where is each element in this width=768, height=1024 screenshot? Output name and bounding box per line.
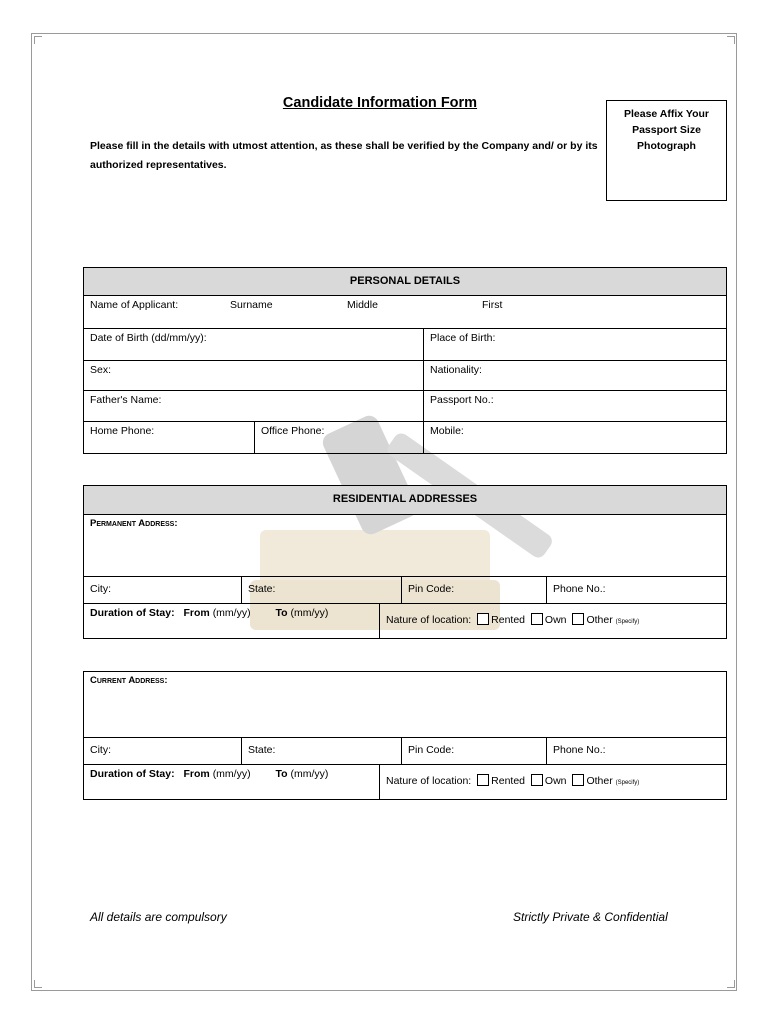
other-checkbox[interactable] — [572, 774, 584, 786]
own-checkbox[interactable] — [531, 774, 543, 786]
field-label: From — [183, 768, 210, 780]
table-row — [84, 486, 726, 514]
photo-box — [606, 100, 727, 201]
field-label: Middle — [347, 299, 378, 311]
specify-note: (Specify) — [615, 780, 640, 786]
field-label: State: — [248, 583, 276, 595]
specify-note: (Specify) — [615, 619, 640, 625]
table-row — [84, 576, 726, 603]
field-label: From — [183, 607, 210, 619]
footer-note-right: Strictly Private & Confidential — [513, 910, 668, 924]
table-row — [84, 328, 726, 360]
field-label: To — [275, 607, 288, 619]
field-label: Office Phone: — [261, 425, 325, 437]
corner-mark — [34, 980, 42, 988]
field-label: Pin Code: — [408, 583, 455, 595]
checkbox-label: Other — [586, 775, 613, 787]
field-label: Nationality: — [430, 364, 482, 376]
corner-mark — [727, 980, 735, 988]
checkbox-label: Rented — [491, 775, 525, 787]
own-checkbox[interactable] — [531, 613, 543, 625]
city-field[interactable] — [84, 577, 242, 603]
phone-no-field[interactable] — [546, 738, 726, 764]
field-label: Nature of location: — [386, 775, 472, 787]
field-label: Sex: — [90, 364, 112, 376]
checkbox-label: Own — [544, 614, 567, 626]
personal-details-table — [83, 267, 727, 454]
state-field[interactable] — [241, 738, 402, 764]
sex-field[interactable] — [84, 361, 424, 390]
field-label: Permanent Address: — [90, 518, 178, 529]
pin-code-field[interactable] — [401, 738, 547, 764]
dob-field[interactable] — [84, 329, 424, 360]
section-header: PERSONAL DETAILS — [84, 268, 726, 295]
field-label: Current Address: — [90, 675, 168, 686]
field-label: City: — [90, 744, 111, 756]
checkbox-label: Own — [544, 775, 567, 787]
pin-code-field[interactable] — [401, 577, 547, 603]
rented-checkbox[interactable] — [477, 613, 489, 625]
table-row — [84, 603, 726, 638]
office-phone-field[interactable] — [254, 422, 424, 453]
state-field[interactable] — [241, 577, 402, 603]
table-row — [84, 268, 726, 295]
other-checkbox[interactable] — [572, 613, 584, 625]
nature-of-location-field — [379, 765, 726, 799]
permanent-address-table — [83, 485, 727, 639]
father-name-field[interactable] — [84, 391, 424, 421]
field-label: Home Phone: — [90, 425, 155, 437]
field-label: Duration of Stay: — [90, 768, 175, 780]
current-address-table — [83, 671, 727, 800]
field-label: To — [275, 768, 288, 780]
phone-no-field[interactable] — [546, 577, 726, 603]
home-phone-field[interactable] — [84, 422, 255, 453]
table-row — [84, 514, 726, 576]
photo-box-line: Please Affix Your — [623, 108, 709, 120]
field-label: Father's Name: — [90, 394, 162, 406]
field-label: Mobile: — [430, 425, 464, 437]
nationality-field[interactable] — [423, 361, 726, 390]
corner-mark — [34, 36, 42, 44]
city-field[interactable] — [84, 738, 242, 764]
field-label: State: — [248, 744, 276, 756]
permanent-address-field[interactable] — [84, 515, 726, 576]
form-title: Candidate Information Form — [282, 95, 478, 111]
table-row — [84, 360, 726, 390]
table-row — [84, 295, 726, 328]
place-of-birth-field[interactable] — [423, 329, 726, 360]
field-label: First — [482, 299, 503, 311]
field-label: City: — [90, 583, 111, 595]
table-row — [84, 764, 726, 799]
duration-of-stay-field[interactable] — [84, 765, 380, 799]
field-label: (mm/yy) — [290, 768, 329, 780]
footer-note-left: All details are compulsory — [90, 910, 227, 924]
field-label: Phone No.: — [553, 583, 606, 595]
photo-box-line: Passport Size — [632, 124, 701, 136]
field-label: Passport No.: — [430, 394, 494, 406]
photo-box-line: Photograph — [637, 140, 696, 152]
duration-of-stay-field[interactable] — [84, 604, 380, 638]
checkbox-label: Rented — [491, 614, 525, 626]
rented-checkbox[interactable] — [477, 774, 489, 786]
table-row — [84, 390, 726, 421]
table-row — [84, 421, 726, 453]
field-label: Pin Code: — [408, 744, 455, 756]
current-address-field[interactable] — [84, 672, 726, 737]
section-header: RESIDENTIAL ADDRESSES — [84, 486, 726, 514]
field-label: Date of Birth (dd/mm/yy): — [90, 332, 207, 344]
table-row — [84, 672, 726, 737]
field-label: (mm/yy) — [290, 607, 329, 619]
intro-text: Please fill in the details with utmost attention, as these shall be verified by the Company and/ or by its authorized representatives. — [90, 140, 598, 171]
field-label: Place of Birth: — [430, 332, 496, 344]
field-label: Nature of location: — [386, 614, 472, 626]
field-label: Duration of Stay: — [90, 607, 175, 619]
field-label: Name of Applicant: — [90, 299, 179, 311]
field-label: (mm/yy) — [212, 607, 251, 619]
name-of-applicant-field[interactable] — [84, 296, 726, 328]
passport-field[interactable] — [423, 391, 726, 421]
field-label: Phone No.: — [553, 744, 606, 756]
table-row — [84, 737, 726, 764]
mobile-field[interactable] — [423, 422, 726, 453]
checkbox-label: Other — [586, 614, 613, 626]
corner-mark — [727, 36, 735, 44]
nature-of-location-field — [379, 604, 726, 638]
field-label: (mm/yy) — [212, 768, 251, 780]
field-label: Surname — [230, 299, 273, 311]
